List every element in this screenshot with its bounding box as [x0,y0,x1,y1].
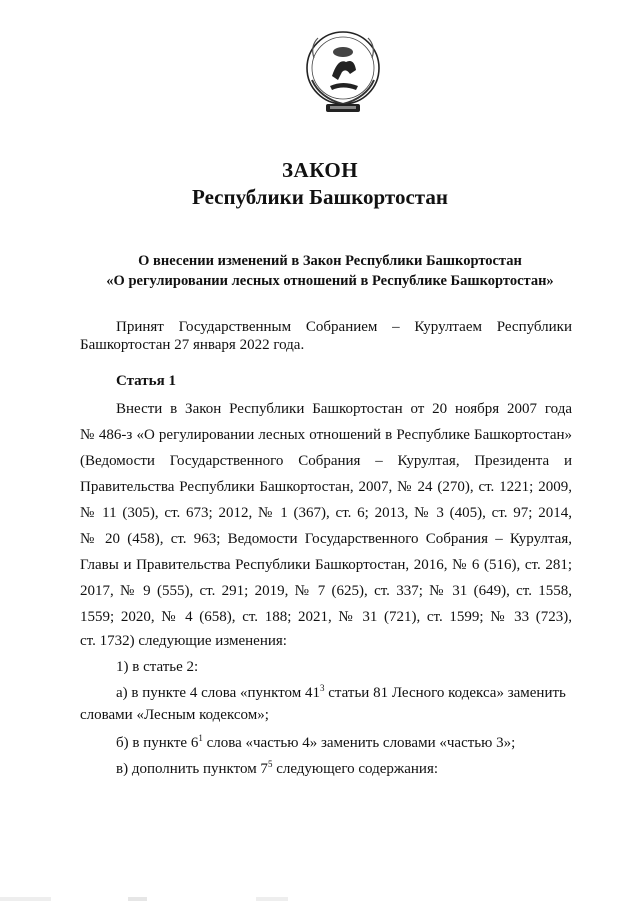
law-subject-line-2: «О регулировании лесных отношений в Республике Башкортостан» [106,273,554,289]
law-subtitle: Республики Башкортостан [192,185,448,209]
article-heading: Статья 1 [116,373,176,389]
article-text-line: ст. 1732) следующие изменения: [80,633,287,649]
article-text-line: Главы и Правительства Республики Башкортостан, 2016, № 6 (516), ст. 281; [80,557,572,573]
article-text-line: (Ведомости Государственного Собрания – Курултая, Президента и [80,453,572,469]
article-text-line: № 11 (305), ст. 673; 2012, № 1 (367), ст. 6; 2013, № 3 (405), ст. 97; 2014, [80,505,572,521]
item-1: 1) в статье 2: [116,659,199,675]
item-c: в) дополнить пунктом $7^5$ следующего содержания: [116,759,439,777]
scan-edge-artifact [0,897,640,901]
article-text-line: № 20 (458), ст. 963; Ведомости Государственного Собрания – Курултая, [80,531,572,547]
coat-of-arms-icon [302,28,384,120]
law-title: ЗАКОН [281,158,359,182]
article-text-line: Правительства Республики Башкортостан, 2007, № 24 (270), ст. 1221; 2009, [80,479,572,495]
item-b: б) в пункте $6^1$ слова «частью 4» заменить словами «частью 3»; [116,733,516,751]
article-text-line: 1559; 2020, № 4 (658), ст. 188; 2021, № 31 (721), ст. 1599; № 33 (723), [80,609,572,625]
law-subject-line-1: О внесении изменений в Закон Республики Башкортостан [138,253,522,269]
adoption-line-1: Принят Государственным Собранием – Курултаем Республики [116,319,572,335]
article-text-line: 2017, № 9 (555), ст. 291; 2019, № 7 (625), ст. 337; № 31 (649), ст. 1558, [80,583,572,599]
item-a-line-2: словами «Лесным кодексом»; [80,707,269,723]
item-a: а) в пункте 4 слова «пунктом $41^3$ статьи 81 Лесного кодекса» заменить [116,683,566,701]
article-text-line: Внести в Закон Республики Башкортостан от 20 ноября 2007 года [116,401,572,417]
adoption-line-2: Башкортостан 27 января 2022 года. [80,337,305,353]
article-text-line: № 486-з «О регулировании лесных отношений в Республике Башкортостан» [80,427,572,443]
